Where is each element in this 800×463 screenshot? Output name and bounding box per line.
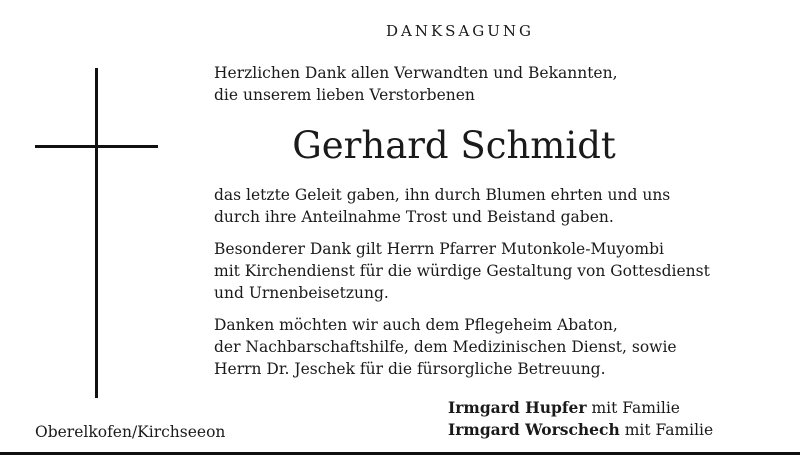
cross-icon-bar — [35, 145, 158, 148]
intro-line: Herzlichen Dank allen Verwandten und Bekannten, — [214, 64, 618, 82]
paragraph-line: und Urnenbeisetzung. — [214, 284, 389, 302]
notice-heading: DANKSAGUNG — [385, 22, 535, 40]
signer — [448, 419, 713, 441]
paragraph-condolence — [214, 184, 784, 228]
intro-line: die unserem lieben Verstorbenen — [214, 86, 475, 104]
place-name: Oberelkofen/Kirchseeon — [35, 423, 226, 441]
signer-name: Irmgard Hupfer — [448, 398, 587, 417]
paragraph-line: das letzte Geleit gaben, ihn durch Blumen ehrten und uns — [214, 186, 671, 204]
bottom-border — [0, 452, 800, 455]
signer-suffix: mit Familie — [591, 399, 680, 417]
paragraph-line: mit Kirchendienst für die würdige Gestaltung von Gottesdienst — [214, 262, 710, 280]
paragraph-line: Besonderer Dank gilt Herrn Pfarrer Mutonkole-Muyombi — [214, 240, 664, 258]
cross-icon — [95, 68, 98, 398]
paragraph-pastor-thanks — [214, 238, 784, 304]
paragraph-line: durch ihre Anteilnahme Trost und Beistand gaben. — [214, 208, 614, 226]
signer-suffix: mit Familie — [624, 421, 714, 439]
paragraph-line: Danken möchten wir auch dem Pflegeheim Abaton, — [214, 316, 618, 334]
intro-text — [214, 62, 784, 106]
paragraph-care-thanks — [214, 314, 784, 380]
signer — [448, 397, 713, 419]
paragraph-line: Herrn Dr. Jeschek für die fürsorgliche Betreuung. — [214, 360, 606, 378]
deceased-name: Gerhard Schmidt — [292, 124, 616, 167]
signers — [448, 397, 713, 441]
paragraph-line: der Nachbarschaftshilfe, dem Medizinischen Dienst, sowie — [214, 338, 677, 356]
signer-name: Irmgard Worschech — [448, 420, 620, 439]
